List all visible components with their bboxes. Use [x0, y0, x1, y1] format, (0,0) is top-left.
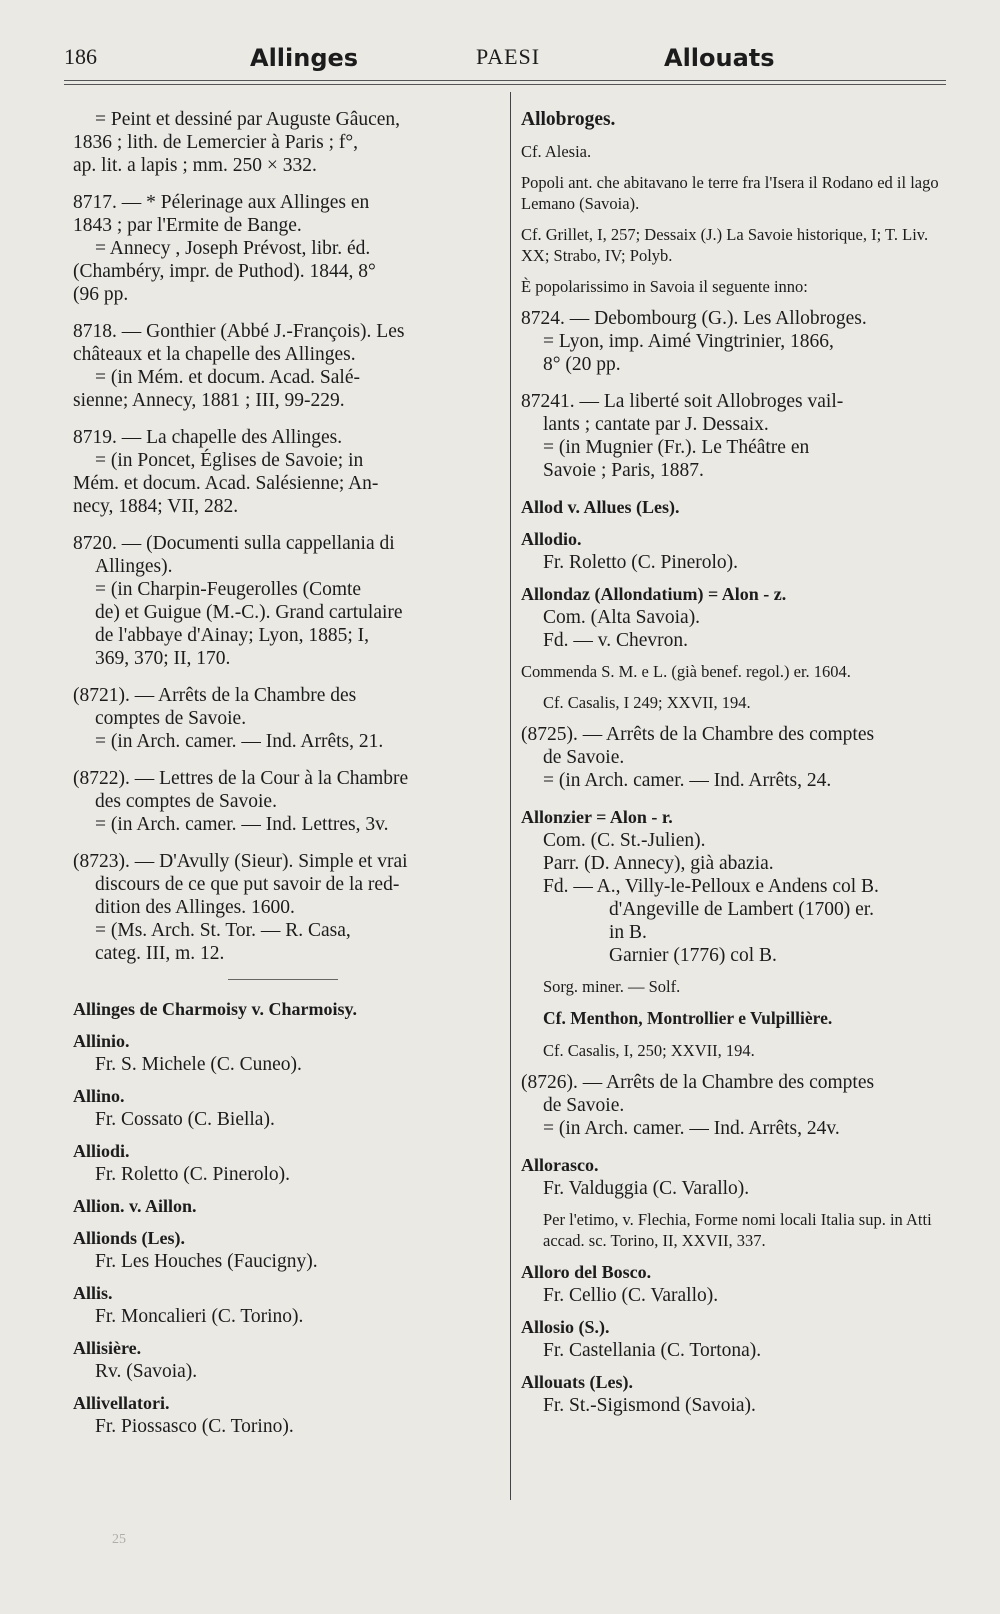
- place-entry-alloro: Alloro del Bosco. Fr. Cellio (C. Varallo).: [521, 1262, 719, 1306]
- place-entry-allondaz: Allondaz (Allondatium) = Alon - z. Com. (Alta Savoia). Fd. — v. Chevron.: [521, 584, 787, 651]
- allobroges-hymn-note: È popolarissimo in Savoia il seguente inno:: [521, 277, 808, 296]
- cf-alesia: Cf. Alesia.: [521, 142, 592, 161]
- header-right-title: Allouats: [664, 44, 775, 72]
- entry-8716-continued: = Peint et dessiné par Auguste Gâucen, 1836 ; lith. de Lemercier à Paris ; f°, ap. lit. a lapis ; mm. 250 × 332.: [73, 109, 401, 176]
- place-entry: Allino. Fr. Cossato (C. Biella).: [73, 1086, 275, 1130]
- place-entry: Allinges de Charmoisy v. Charmoisy.: [73, 999, 358, 1019]
- place-entry: Allisière. Rv. (Savoia).: [73, 1338, 198, 1382]
- place-entry-allorasco: Allorasco. Fr. Valduggia (C. Varallo).: [521, 1155, 750, 1199]
- place-entry: Allion. v. Aillon.: [73, 1196, 197, 1216]
- entry-8718: 8718. — Gonthier (Abbé J.-François). Les châteaux et la chapelle des Allinges. = (in Mém. et docum. Acad. Salé- sienne; Annecy, 1881 ; III, 99-229.: [73, 321, 405, 411]
- place-entry: Allis. Fr. Moncalieri (C. Torino).: [73, 1283, 304, 1327]
- column-divider: [510, 92, 511, 1500]
- entry-8719: 8719. — La chapelle des Allinges. = (in Poncet, Églises de Savoie; in Mém. et docum. Acad. Salésienne; An- necy, 1884; VII, 282.: [73, 427, 379, 517]
- entry-8721: (8721). — Arrêts de la Chambre des comptes de Savoie. = (in Arch. camer. — Ind. Arrêts, 21.: [73, 685, 384, 752]
- place-entry-allodio: Allodio. Fr. Roletto (C. Pinerolo).: [521, 529, 738, 573]
- left-column: [73, 108, 499, 1447]
- etimo-note: Per l'etimo, v. Flechia, Forme nomi locali Italia sup. in Atti accad. sc. Torino, II, XXVII, 337.: [543, 1210, 932, 1250]
- entry-8725: (8725). — Arrêts de la Chambre des comptes de Savoie. = (in Arch. camer. — Ind. Arrêts, 24.: [521, 724, 875, 791]
- entry-8717: 8717. — * Pélerinage aux Allinges en 1843 ; par l'Ermite de Bange. = Annecy , Joseph Prévost, libr. éd. (Chambéry, impr. de Puthod). 1844, 8° (96 pp.: [73, 192, 376, 305]
- place-entry: Allivellatori. Fr. Piossasco (C. Torino).: [73, 1393, 294, 1437]
- place-entry-allod: Allod v. Allues (Les).: [521, 497, 680, 517]
- entry-8722: (8722). — Lettres de la Cour à la Chambre des comptes de Savoie. = (in Arch. camer. — Ind. Lettres, 3v.: [73, 768, 409, 835]
- cf-casalis-2: Cf. Casalis, I, 250; XXVII, 194.: [543, 1041, 755, 1060]
- right-column: [521, 108, 949, 1426]
- faint-page-stamp: 25: [112, 1532, 126, 1547]
- header-rule: [64, 80, 946, 81]
- page-number: 186: [64, 44, 97, 69]
- allobroges-references: Cf. Grillet, I, 257; Dessaix (J.) La Savoie historique, I; T. Liv. XX; Strabo, IV; Polyb.: [521, 225, 929, 265]
- commenda-note: Commenda S. M. e L. (già benef. regol.) er. 1604.: [521, 662, 851, 681]
- entry-8720: 8720. — (Documenti sulla cappellania di Allinges). = (in Charpin-Feugerolles (Comte de) et Guigue (M.-C.). Grand cartulaire de l'abbaye d'Ainay; Lyon, 1885; I, 369, 370; II, 170.: [73, 533, 403, 669]
- allobroges-heading: Allobroges.: [521, 109, 616, 130]
- cf-menthon: Cf. Menthon, Montrollier e Vulpillière.: [543, 1008, 833, 1028]
- place-entry-allosio: Allosio (S.). Fr. Castellania (C. Tortona).: [521, 1317, 762, 1361]
- place-entry: Allinio. Fr. S. Michele (C. Cuneo).: [73, 1031, 302, 1075]
- entry-8723: (8723). — D'Avully (Sieur). Simple et vrai discours de ce que put savoir de la red- dition des Allinges. 1600. = (Ms. Arch. St. Tor. — R. Casa, categ. III, m. 12.: [73, 851, 408, 964]
- running-header: [64, 40, 946, 80]
- place-entry: Allionds (Les). Fr. Les Houches (Faucigny).: [73, 1228, 318, 1272]
- entry-8724: 8724. — Debombourg (G.). Les Allobroges. = Lyon, imp. Aimé Vingtrinier, 1866, 8° (20 pp.: [521, 308, 867, 375]
- sorg-note: Sorg. miner. — Solf.: [543, 977, 681, 996]
- allobroges-description: Popoli ant. che abitavano le terre fra l'Isera il Rodano ed il lago Lemano (Savoia).: [521, 173, 939, 213]
- place-entry-allonzier: Allonzier = Alon - r. Com. (C. St.-Julien). Parr. (D. Annecy), già abazia. Fd. — A., Villy-le-Pelloux e Andens col B. d'Angeville de Lambert (1700) er. in B. Garnier (1776) col B.: [521, 807, 879, 966]
- header-rule-double: [64, 84, 946, 85]
- header-left-title: Allinges: [250, 44, 359, 72]
- section-separator: [228, 979, 338, 980]
- header-center-title: PAESI: [476, 44, 541, 69]
- entry-8726: (8726). — Arrêts de la Chambre des comptes de Savoie. = (in Arch. camer. — Ind. Arrêts, 24v.: [521, 1072, 875, 1139]
- entry-8724-1: 87241. — La liberté soit Allobroges vail- lants ; cantate par J. Dessaix. = (in Mugnier (Fr.). Le Théâtre en Savoie ; Paris, 1887.: [521, 391, 844, 481]
- place-entry: Alliodi. Fr. Roletto (C. Pinerolo).: [73, 1141, 290, 1185]
- place-entry-allouats: Allouats (Les). Fr. St.-Sigismond (Savoia).: [521, 1372, 756, 1416]
- cf-casalis: Cf. Casalis, I 249; XXVII, 194.: [543, 693, 751, 712]
